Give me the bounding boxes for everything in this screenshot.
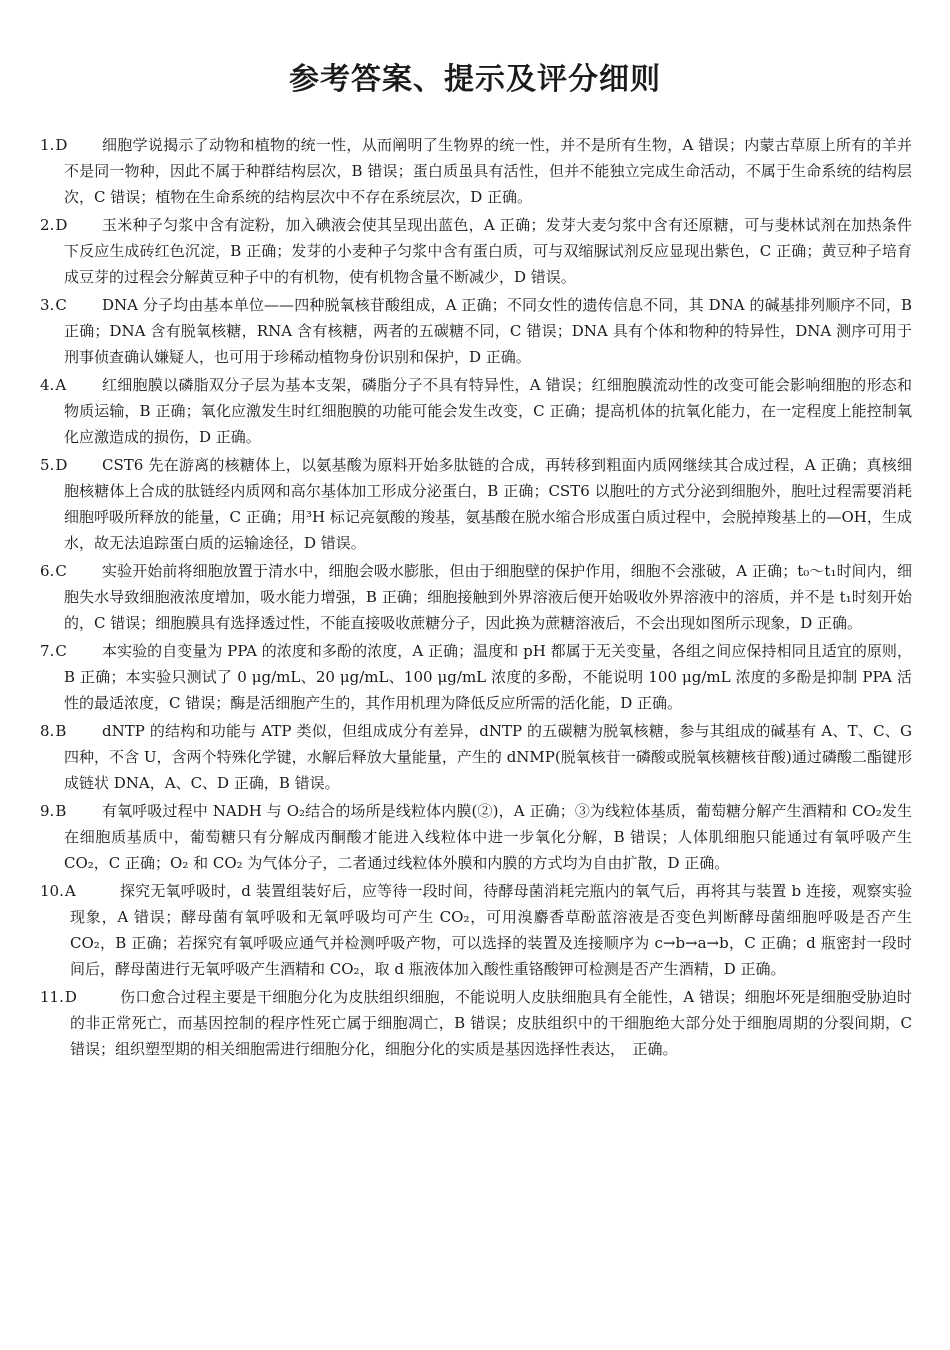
answer-head xyxy=(40,638,67,664)
answer-key: C xyxy=(55,642,67,660)
answer-explanation: dNTP 的结构和功能与 ATP 类似，但组成成分有差异，dNTP 的五碳糖为脱氧核糖，参与其组成的碱基有 A、T、C、G 四种，不含 U，含两个特殊化学键，水解后释放大量能量，产生的 dNMP(脱氧核苷一磷酸或脱氧核糖核苷酸)通过磷酸二酯键形成链状 DNA，A、C、D 正确，B 错误。 xyxy=(64,722,912,792)
answer-number: 6. xyxy=(40,562,55,580)
answer-number: 1. xyxy=(40,136,55,154)
answer-item-5 xyxy=(40,452,912,556)
answer-item-4 xyxy=(40,372,912,450)
answer-number: 4. xyxy=(40,376,55,394)
answer-explanation: 伤口愈合过程主要是干细胞分化为皮肤组织细胞，不能说明人皮肤细胞具有全能性，A 错误；细胞坏死是细胞受胁迫时的非正常死亡，而基因控制的程序性死亡属于细胞凋亡，B 错误；皮肤组织中的干细胞绝大部分处于细胞周期的分裂间期，C 错误；组织塑型期的相关细胞需进行细胞分化，细胞分化的实质是基因选择性表达， 正确。 xyxy=(70,988,912,1058)
answer-head xyxy=(40,558,67,584)
answer-explanation: 玉米种子匀浆中含有淀粉，加入碘液会使其呈现出蓝色，A 正确；发芽大麦匀浆中含有还原糖，可与斐林试剂在加热条件下反应生成砖红色沉淀，B 正确；发芽的小麦种子匀浆中含有蛋白质，可与双缩脲试剂反应显现出紫色，C 正确；黄豆种子培育成豆芽的过程会分解黄豆种子中的有机物，使有机物含量不断减少，D 错误。 xyxy=(64,216,912,286)
answer-key: D xyxy=(55,136,68,154)
answer-key: C xyxy=(55,296,67,314)
answer-explanation: DNA 分子均由基本单位——四种脱氧核苷酸组成，A 正确；不同女性的遗传信息不同，其 DNA 的碱基排列顺序不同，B 正确；DNA 含有脱氧核糖，RNA 含有核糖，两者的五碳糖不同，C 错误；DNA 具有个体和物种的特异性，DNA 测序可用于刑事侦查确认嫌疑人，也可用于珍稀动植物身份识别和保护，D 正确。 xyxy=(64,296,912,366)
answer-number: 8. xyxy=(40,722,55,740)
answer-key: A xyxy=(55,376,67,394)
answer-item-1 xyxy=(40,132,912,210)
answer-number: 10. xyxy=(40,882,64,900)
answer-explanation: 实验开始前将细胞放置于清水中，细胞会吸水膨胀，但由于细胞壁的保护作用，细胞不会涨破，A 正确；t₀～t₁时间内，细胞失水导致细胞液浓度增加，吸水能力增强，B 正确；细胞接触到外界溶液后便开始吸收外界溶液中的溶质，并不是 t₁时刻开始的，C 错误；细胞膜具有选择透过性，不能直接吸收蔗糖分子，因此换为蔗糖溶液后，不会出现如图所示现象，D 正确。 xyxy=(64,562,912,632)
answer-key: C xyxy=(55,562,67,580)
answer-explanation: 有氧呼吸过程中 NADH 与 O₂结合的场所是线粒体内膜(②)，A 正确；③为线粒体基质，葡萄糖分解产生酒精和 CO₂发生在细胞质基质中，葡萄糖只有分解成丙酮酸才能进入线粒体中进一步氧化分解，B 错误；人体肌细胞只能通过有氧呼吸产生 CO₂，C 正确；O₂ 和 CO₂ 为气体分子，二者通过线粒体外膜和内膜的方式均为自由扩散，D 正确。 xyxy=(64,802,912,872)
answer-explanation: CST6 先在游离的核糖体上，以氨基酸为原料开始多肽链的合成，再转移到粗面内质网继续其合成过程，A 正确；真核细胞核糖体上合成的肽链经内质网和高尔基体加工形成分泌蛋白，B 正确；CST6 以胞吐的方式分泌到细胞外，胞吐过程需要消耗细胞呼吸所释放的能量，C 正确；用³H 标记亮氨酸的羧基，氨基酸在脱水缩合形成蛋白质过程中，会脱掉羧基上的—OH，生成水，故无法追踪蛋白质的运输途径，D 错误。 xyxy=(64,456,912,552)
answer-item-11 xyxy=(40,984,912,1062)
answer-key: D xyxy=(55,216,68,234)
answer-head xyxy=(40,452,67,478)
answer-number: 9. xyxy=(40,802,55,820)
answer-item-7 xyxy=(40,638,912,716)
page-title: 参考答案、提示及评分细则 xyxy=(289,62,661,97)
answer-number: 11. xyxy=(40,988,64,1006)
answer-head xyxy=(40,132,67,158)
answer-key: D xyxy=(55,456,68,474)
answer-number: 2. xyxy=(40,216,55,234)
answer-item-10 xyxy=(40,878,912,982)
answer-head xyxy=(40,718,66,744)
answer-item-9 xyxy=(40,798,912,876)
answer-head xyxy=(40,292,67,318)
answer-explanation: 红细胞膜以磷脂双分子层为基本支架，磷脂分子不具有特异性，A 错误；红细胞膜流动性的改变可能会影响细胞的形态和物质运输，B 正确；氧化应激发生时红细胞膜的功能可能会发生改变，C 正确；提高机体的抗氧化能力，在一定程度上能控制氧化应激造成的损伤，D 正确。 xyxy=(64,376,912,446)
answer-number: 3. xyxy=(40,296,55,314)
answer-list xyxy=(40,132,912,1064)
answer-key: D xyxy=(64,988,77,1006)
answer-explanation: 本实验的自变量为 PPA 的浓度和多酚的浓度，A 正确；温度和 pH 都属于无关变量，各组之间应保持相同且适宜的原则，B 正确；本实验只测试了 0 μg/mL、20 μg/mL、100 μg/mL 浓度的多酚，不能说明 100 μg/mL 浓度的多酚是抑制 PPA 活性的最适浓度，C 错误；酶是活细胞产生的，其作用机理为降低反应所需的活化能，D 正确。 xyxy=(64,642,912,712)
answer-head xyxy=(40,372,66,398)
answer-number: 5. xyxy=(40,456,55,474)
answer-explanation: 探究无氧呼吸时，d 装置组装好后，应等待一段时间，待酵母菌消耗完瓶内的氧气后，再将其与装置 b 连接，观察实验现象，A 错误；酵母菌有氧呼吸和无氧呼吸均可产生 CO₂，可用溴麝香草酚蓝溶液是否变色判断酵母菌细胞呼吸是否产生 CO₂，B 正确；若探究有氧呼吸应通气并检测呼吸产物，可以选择的装置及连接顺序为 c→b→a→b，C 正确；d 瓶密封一段时间后，酵母菌进行无氧呼吸产生酒精和 CO₂，取 d 瓶液体加入酸性重铬酸钾可检测是否产生酒精，D 正确。 xyxy=(70,882,912,978)
answer-item-3 xyxy=(40,292,912,370)
answer-head xyxy=(40,212,67,238)
answer-item-6 xyxy=(40,558,912,636)
answer-explanation: 细胞学说揭示了动物和植物的统一性，从而阐明了生物界的统一性，并不是所有生物，A 错误；内蒙古草原上所有的羊并不是同一物种，因此不属于种群结构层次，B 错误；蛋白质虽具有活性，但并不能独立完成生命活动，不属于生命系统的结构层次，C 错误；植物在生命系统的结构层次中不存在系统层次，D 正确。 xyxy=(64,136,912,206)
answer-key: A xyxy=(64,882,76,900)
answer-item-2 xyxy=(40,212,912,290)
answer-head xyxy=(40,878,76,904)
answer-key: B xyxy=(55,722,67,740)
answer-number: 7. xyxy=(40,642,55,660)
answer-key: B xyxy=(55,802,67,820)
answer-item-8 xyxy=(40,718,912,796)
answer-head xyxy=(40,984,77,1010)
answer-head xyxy=(40,798,66,824)
